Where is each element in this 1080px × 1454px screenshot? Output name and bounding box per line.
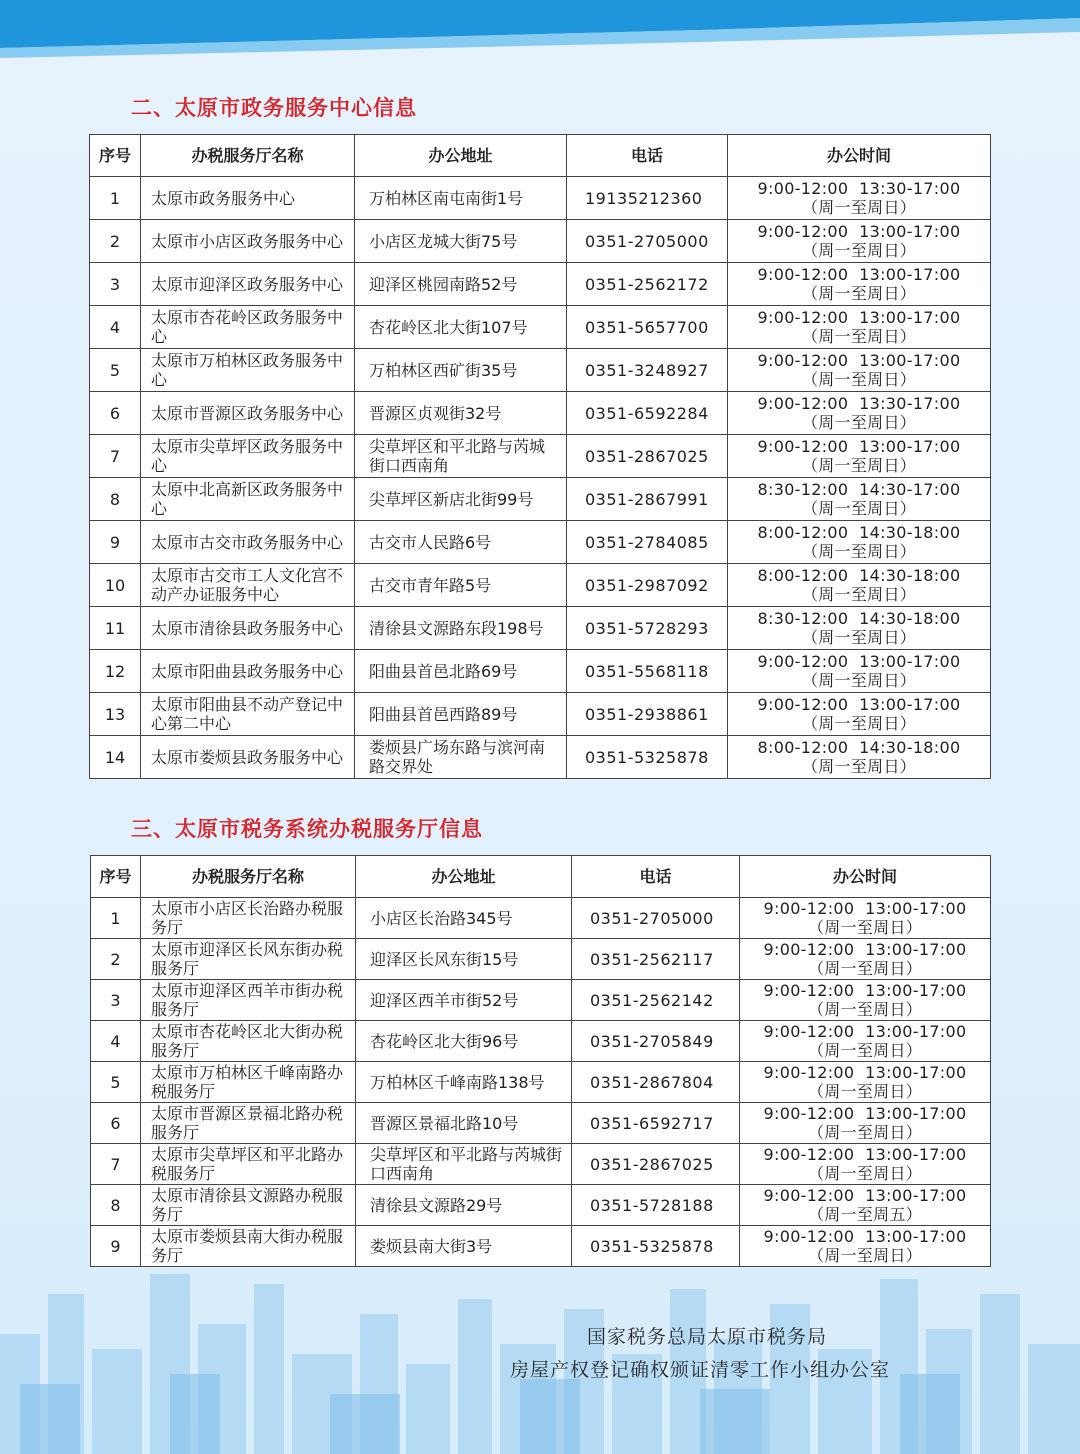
row-number: 3	[90, 263, 141, 306]
hours-time: 8:00-12:00 14:30-18:00	[757, 523, 961, 542]
hall-name: 太原市杏花岭区北大街办税服务厅	[141, 1021, 356, 1062]
hall-name: 太原市古交市工人文化宫不动产办证服务中心	[141, 564, 355, 607]
col-header-address: 办公地址	[356, 856, 572, 898]
hall-name: 太原市清徐县文源路办税服务厅	[141, 1185, 356, 1226]
col-header-no: 序号	[91, 856, 141, 898]
hours-days: （周一至周日）	[801, 499, 917, 518]
table-header-row	[90, 135, 991, 177]
hall-address: 古交市人民路6号	[355, 521, 567, 564]
hall-phone: 0351-5325878	[567, 736, 728, 779]
hours-time: 9:00-12:00 13:00-17:00	[757, 652, 961, 671]
hall-phone: 0351-2867025	[567, 435, 728, 478]
office-hours	[740, 980, 991, 1021]
table-row	[91, 1185, 991, 1226]
office-hours	[728, 607, 991, 650]
hall-name: 太原中北高新区政务服务中心	[141, 478, 355, 521]
hall-address: 尖草坪区新店北街99号	[355, 478, 567, 521]
hours-time: 8:00-12:00 14:30-18:00	[757, 738, 961, 757]
hall-phone: 0351-2784085	[567, 521, 728, 564]
hours-time: 8:30-12:00 14:30-18:00	[757, 609, 961, 628]
hall-name: 太原市尖草坪区政务服务中心	[141, 435, 355, 478]
hall-phone: 0351-2562142	[572, 980, 740, 1021]
hours-days: （周一至周日）	[807, 1164, 923, 1183]
office-hours	[728, 263, 991, 306]
hall-address: 娄烦县广场东路与滨河南路交界处	[355, 736, 567, 779]
hall-phone: 0351-2867991	[567, 478, 728, 521]
hours-days: （周一至周日）	[807, 1041, 923, 1060]
office-hours	[740, 898, 991, 939]
hours-days: （周一至周日）	[801, 198, 917, 217]
hall-address: 杏花岭区北大街107号	[355, 306, 567, 349]
hall-address: 阳曲县首邑北路69号	[355, 650, 567, 693]
table-row	[91, 980, 991, 1021]
table-row	[90, 521, 991, 564]
hours-time: 9:00-12:00 13:00-17:00	[763, 940, 967, 959]
table-row	[90, 650, 991, 693]
hours-time: 8:00-12:00 14:30-18:00	[757, 566, 961, 585]
hours-days: （周一至周日）	[801, 757, 917, 776]
office-hours	[740, 1062, 991, 1103]
hall-address: 古交市青年路5号	[355, 564, 567, 607]
hall-address: 清徐县文源路东段198号	[355, 607, 567, 650]
city-skyline-decoration	[0, 1254, 1080, 1454]
col-header-phone: 电话	[567, 135, 728, 177]
office-hours	[728, 736, 991, 779]
table-row	[90, 564, 991, 607]
hall-name: 太原市迎泽区长风东街办税服务厅	[141, 939, 356, 980]
table-row	[90, 435, 991, 478]
row-number: 3	[91, 980, 141, 1021]
office-hours	[728, 220, 991, 263]
office-hours	[740, 1185, 991, 1226]
table-row	[90, 607, 991, 650]
hall-address: 娄烦县南大街3号	[356, 1226, 572, 1267]
hall-name: 太原市迎泽区西羊市街办税服务厅	[141, 980, 356, 1021]
hall-phone: 0351-2562172	[567, 263, 728, 306]
table-row	[91, 1103, 991, 1144]
hours-time: 9:00-12:00 13:00-17:00	[757, 265, 961, 284]
table-row	[91, 1144, 991, 1185]
hall-phone: 0351-2867025	[572, 1144, 740, 1185]
table-row	[90, 392, 991, 435]
office-hours	[728, 564, 991, 607]
footer-office: 房屋产权登记确权颁证清零工作小组办公室	[510, 1359, 891, 1381]
hall-address: 万柏林区西矿街35号	[355, 349, 567, 392]
hours-time: 9:00-12:00 13:00-17:00	[763, 1227, 967, 1246]
office-hours	[740, 939, 991, 980]
hall-phone: 0351-6592284	[567, 392, 728, 435]
hours-days: （周一至周日）	[801, 628, 917, 647]
hours-days: （周一至周日）	[801, 542, 917, 561]
row-number: 2	[90, 220, 141, 263]
hall-name: 太原市古交市政务服务中心	[141, 521, 355, 564]
hours-days: （周一至周五）	[807, 1205, 923, 1224]
office-hours	[740, 1021, 991, 1062]
table-row	[91, 1226, 991, 1267]
hall-phone: 0351-5325878	[572, 1226, 740, 1267]
hours-days: （周一至周日）	[807, 959, 923, 978]
hours-days: （周一至周日）	[801, 241, 917, 260]
row-number: 7	[90, 435, 141, 478]
hall-phone: 0351-3248927	[567, 349, 728, 392]
hours-time: 9:00-12:00 13:00-17:00	[763, 1022, 967, 1041]
table-row	[91, 939, 991, 980]
hall-name: 太原市万柏林区千峰南路办税服务厅	[141, 1062, 356, 1103]
hall-name: 太原市万柏林区政务服务中心	[141, 349, 355, 392]
hall-address: 迎泽区长风东街15号	[356, 939, 572, 980]
hall-phone: 0351-2987092	[567, 564, 728, 607]
table-row	[91, 1021, 991, 1062]
hall-phone: 0351-2705000	[567, 220, 728, 263]
hours-days: （周一至周日）	[801, 714, 917, 733]
row-number: 13	[90, 693, 141, 736]
row-number: 7	[91, 1144, 141, 1185]
row-number: 9	[90, 521, 141, 564]
row-number: 1	[90, 177, 141, 220]
hours-days: （周一至周日）	[801, 456, 917, 475]
hall-name: 太原市娄烦县南大街办税服务厅	[141, 1226, 356, 1267]
office-hours	[728, 177, 991, 220]
office-hours	[740, 1103, 991, 1144]
table-row	[90, 478, 991, 521]
hall-name: 太原市小店区政务服务中心	[141, 220, 355, 263]
table-row	[90, 306, 991, 349]
row-number: 5	[91, 1062, 141, 1103]
hours-time: 9:00-12:00 13:30-17:00	[757, 394, 961, 413]
table-row	[91, 898, 991, 939]
office-hours	[740, 1226, 991, 1267]
hall-address: 迎泽区桃园南路52号	[355, 263, 567, 306]
row-number: 6	[91, 1103, 141, 1144]
office-hours	[728, 693, 991, 736]
hours-days: （周一至周日）	[801, 671, 917, 690]
col-header-hours: 办公时间	[728, 135, 991, 177]
hall-phone: 0351-2938861	[567, 693, 728, 736]
hall-address: 晋源区景福北路10号	[356, 1103, 572, 1144]
hall-phone: 0351-2705000	[572, 898, 740, 939]
hall-phone: 0351-5728188	[572, 1185, 740, 1226]
hall-name: 太原市迎泽区政务服务中心	[141, 263, 355, 306]
hours-time: 9:00-12:00 13:00-17:00	[763, 1186, 967, 1205]
row-number: 4	[91, 1021, 141, 1062]
office-hours	[728, 521, 991, 564]
hall-name: 太原市杏花岭区政务服务中心	[141, 306, 355, 349]
hours-time: 9:00-12:00 13:00-17:00	[763, 1063, 967, 1082]
hall-name: 太原市清徐县政务服务中心	[141, 607, 355, 650]
hall-phone: 0351-5568118	[567, 650, 728, 693]
row-number: 11	[90, 607, 141, 650]
row-number: 14	[90, 736, 141, 779]
table-row	[90, 177, 991, 220]
col-header-hours: 办公时间	[740, 856, 991, 898]
hall-address: 阳曲县首邑西路89号	[355, 693, 567, 736]
hours-days: （周一至周日）	[807, 1246, 923, 1265]
table-row	[91, 1062, 991, 1103]
hours-time: 9:00-12:00 13:00-17:00	[763, 1104, 967, 1123]
hall-address: 小店区长治路345号	[356, 898, 572, 939]
gov-service-center-table	[89, 134, 991, 779]
section-title-tax-halls: 三、太原市税务系统办税服务厅信息	[131, 817, 483, 841]
col-header-name: 办税服务厅名称	[141, 135, 355, 177]
table-row	[90, 349, 991, 392]
hall-name: 太原市阳曲县政务服务中心	[141, 650, 355, 693]
hall-name: 太原市晋源区政务服务中心	[141, 392, 355, 435]
hall-phone: 0351-5657700	[567, 306, 728, 349]
row-number: 1	[91, 898, 141, 939]
row-number: 12	[90, 650, 141, 693]
office-hours	[728, 306, 991, 349]
hours-time: 9:00-12:00 13:00-17:00	[763, 899, 967, 918]
hours-time: 9:00-12:00 13:00-17:00	[757, 351, 961, 370]
hours-time: 9:00-12:00 13:00-17:00	[757, 437, 961, 456]
hall-address: 尖草坪区和平北路与芮城街口西南角	[356, 1144, 572, 1185]
hours-days: （周一至周日）	[801, 327, 917, 346]
table-row	[90, 693, 991, 736]
hall-name: 太原市尖草坪区和平北路办税服务厅	[141, 1144, 356, 1185]
hours-time: 9:00-12:00 13:00-17:00	[763, 1145, 967, 1164]
office-hours	[728, 650, 991, 693]
hall-phone: 0351-2867804	[572, 1062, 740, 1103]
col-header-no: 序号	[90, 135, 141, 177]
table-row	[90, 220, 991, 263]
hours-time: 9:00-12:00 13:00-17:00	[757, 695, 961, 714]
hours-time: 9:00-12:00 13:00-17:00	[757, 222, 961, 241]
col-header-address: 办公地址	[355, 135, 567, 177]
hall-phone: 0351-5728293	[567, 607, 728, 650]
footer-issuer: 国家税务总局太原市税务局	[587, 1326, 828, 1348]
hours-days: （周一至周日）	[807, 1000, 923, 1019]
hall-address: 迎泽区西羊市街52号	[356, 980, 572, 1021]
hours-time: 9:00-12:00 13:00-17:00	[757, 308, 961, 327]
hall-address: 晋源区贞观街32号	[355, 392, 567, 435]
hours-days: （周一至周日）	[807, 1123, 923, 1142]
hall-address: 万柏林区南屯南街1号	[355, 177, 567, 220]
hall-phone: 19135212360	[567, 177, 728, 220]
row-number: 8	[91, 1185, 141, 1226]
hall-address: 杏花岭区北大街96号	[356, 1021, 572, 1062]
row-number: 9	[91, 1226, 141, 1267]
table-header-row	[91, 856, 991, 898]
col-header-phone: 电话	[572, 856, 740, 898]
office-hours	[728, 478, 991, 521]
hall-address: 清徐县文源路29号	[356, 1185, 572, 1226]
hours-days: （周一至周日）	[801, 284, 917, 303]
hours-days: （周一至周日）	[807, 1082, 923, 1101]
table-row	[90, 263, 991, 306]
office-hours	[740, 1144, 991, 1185]
hours-days: （周一至周日）	[801, 585, 917, 604]
tax-service-hall-table	[90, 855, 991, 1267]
hall-name: 太原市小店区长治路办税服务厅	[141, 898, 356, 939]
hall-name: 太原市晋源区景福北路办税服务厅	[141, 1103, 356, 1144]
row-number: 8	[90, 478, 141, 521]
office-hours	[728, 349, 991, 392]
col-header-name: 办税服务厅名称	[141, 856, 356, 898]
hall-phone: 0351-2705849	[572, 1021, 740, 1062]
hall-phone: 0351-2562117	[572, 939, 740, 980]
row-number: 10	[90, 564, 141, 607]
office-hours	[728, 392, 991, 435]
hall-address: 小店区龙城大街75号	[355, 220, 567, 263]
hours-time: 8:30-12:00 14:30-17:00	[757, 480, 961, 499]
top-banner-decoration	[0, 0, 1080, 70]
table-row	[90, 736, 991, 779]
hall-address: 万柏林区千峰南路138号	[356, 1062, 572, 1103]
row-number: 4	[90, 306, 141, 349]
section-title-gov-centers: 二、太原市政务服务中心信息	[131, 96, 417, 120]
hours-days: （周一至周日）	[801, 370, 917, 389]
row-number: 2	[91, 939, 141, 980]
hours-time: 9:00-12:00 13:00-17:00	[763, 981, 967, 1000]
office-hours	[728, 435, 991, 478]
hall-name: 太原市政务服务中心	[141, 177, 355, 220]
row-number: 6	[90, 392, 141, 435]
hours-time: 9:00-12:00 13:30-17:00	[757, 179, 961, 198]
hall-phone: 0351-6592717	[572, 1103, 740, 1144]
row-number: 5	[90, 349, 141, 392]
hall-address: 尖草坪区和平北路与芮城街口西南角	[355, 435, 567, 478]
hours-days: （周一至周日）	[807, 918, 923, 937]
hall-name: 太原市阳曲县不动产登记中心第二中心	[141, 693, 355, 736]
hours-days: （周一至周日）	[801, 413, 917, 432]
hall-name: 太原市娄烦县政务服务中心	[141, 736, 355, 779]
